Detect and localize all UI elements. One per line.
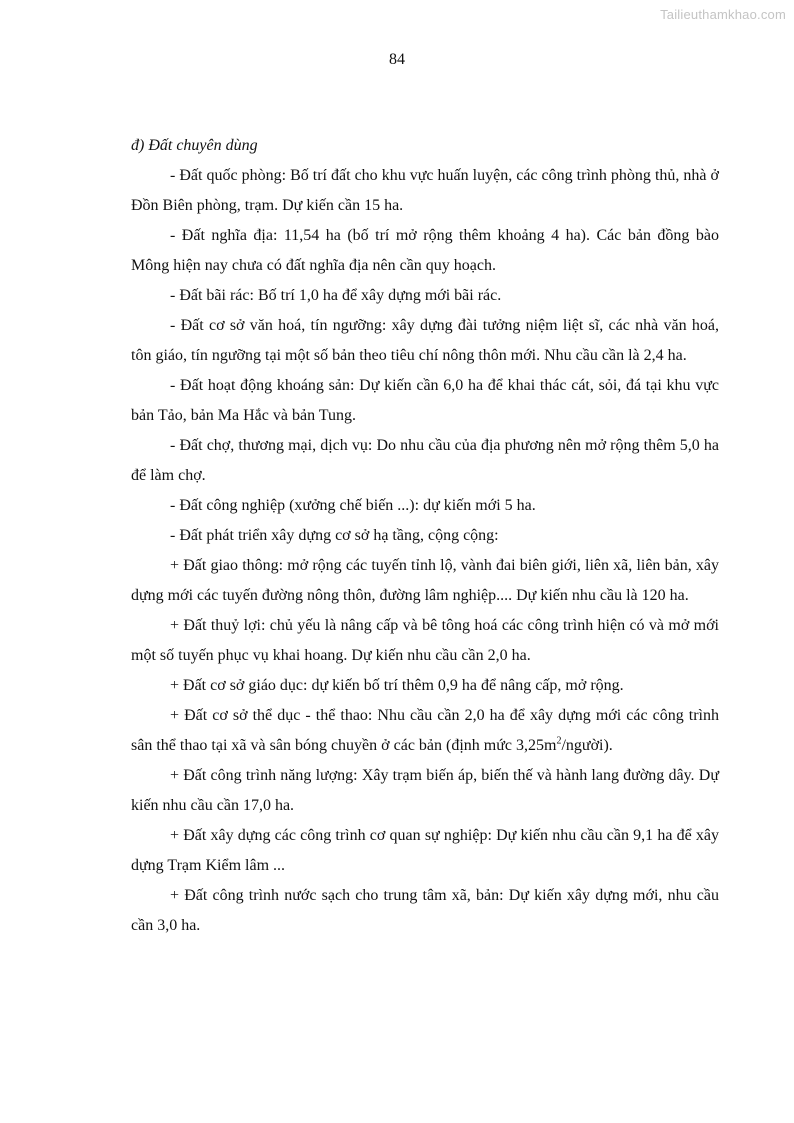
superscript-2: 2 [556,735,562,747]
paragraph-the-thao-text: + Đất cơ sở thể dục - thể thao: Nhu cầu cần 2,0 ha để xây dựng mới các công trình sân thể thao tại xã và sân bóng chuyền ở các bản (định mức 3,25m [131,707,719,754]
paragraph-thuy-loi: + Đất thuỷ lợi: chủ yếu là nâng cấp và bê tông hoá các công trình hiện có và mở mới một số tuyến phục vụ khai hoang. Dự kiến nhu cầu cần 2,0 ha. [131,617,719,664]
watermark: Tailieuthamkhao.com [660,7,786,22]
paragraph-bai-rac: - Đất bãi rác: Bố trí 1,0 ha để xây dựng mới bãi rác. [170,287,502,304]
paragraph-nuoc-sach: + Đất công trình nước sạch cho trung tâm xã, bản: Dự kiến xây dựng mới, nhu cầu cần 3,0 ha. [131,887,719,934]
paragraph-cong-nghiep: - Đất công nghiệp (xưởng chế biến ...): dự kiến mới 5 ha. [170,497,536,514]
paragraph-cho: - Đất chợ, thương mại, dịch vụ: Do nhu cầu của địa phương nên mở rộng thêm 5,0 ha để làm chợ. [131,437,719,484]
paragraph-nghia-dia: - Đất nghĩa địa: 11,54 ha (bố trí mở rộng thêm khoảng 4 ha). Các bản đồng bào Mông hiện nay chưa có đất nghĩa địa nên cần quy hoạch. [131,227,719,274]
document-body [131,131,719,941]
paragraph-khoang-san: - Đất hoạt động khoáng sản: Dự kiến cần 6,0 ha để khai thác cát, sỏi, đá tại khu vực bản Tảo, bản Ma Hắc và bản Tung. [131,377,719,424]
paragraph-quoc-phong: - Đất quốc phòng: Bố trí đất cho khu vực huấn luyện, các công trình phòng thủ, nhà ở Đồn Biên phòng, trạm. Dự kiến cần 15 ha. [131,167,719,214]
paragraph-van-hoa: - Đất cơ sở văn hoá, tín ngưỡng: xây dựng đài tưởng niệm liệt sĩ, các nhà văn hoá, tôn giáo, tín ngưỡng tại một số bản theo tiêu chí nông thôn mới. Nhu cầu cần là 2,4 ha. [131,317,719,364]
paragraph-the-thao [131,701,719,761]
paragraph-ha-tang: - Đất phát triển xây dựng cơ sở hạ tầng, cộng cộng: [170,527,499,544]
paragraph-nang-luong: + Đất công trình năng lượng: Xây trạm biến áp, biến thế và hành lang đường dây. Dự kiến nhu cầu cần 17,0 ha. [131,767,719,814]
paragraph-giao-duc: + Đất cơ sở giáo dục: dự kiến bố trí thêm 0,9 ha để nâng cấp, mở rộng. [170,677,624,694]
paragraph-co-quan: + Đất xây dựng các công trình cơ quan sự nghiệp: Dự kiến nhu cầu cần 9,1 ha để xây dựng Trạm Kiểm lâm ... [131,827,719,874]
section-heading: đ) Đất chuyên dùng [131,137,258,154]
page-number: 84 [389,51,405,68]
paragraph-the-thao-suffix: /người). [561,737,613,754]
paragraph-giao-thong: + Đất giao thông: mở rộng các tuyến tỉnh lộ, vành đai biên giới, liên xã, liên bản, xây dựng mới các tuyến đường nông thôn, đường lâm nghiệp.... Dự kiến nhu cầu là 120 ha. [131,557,719,604]
